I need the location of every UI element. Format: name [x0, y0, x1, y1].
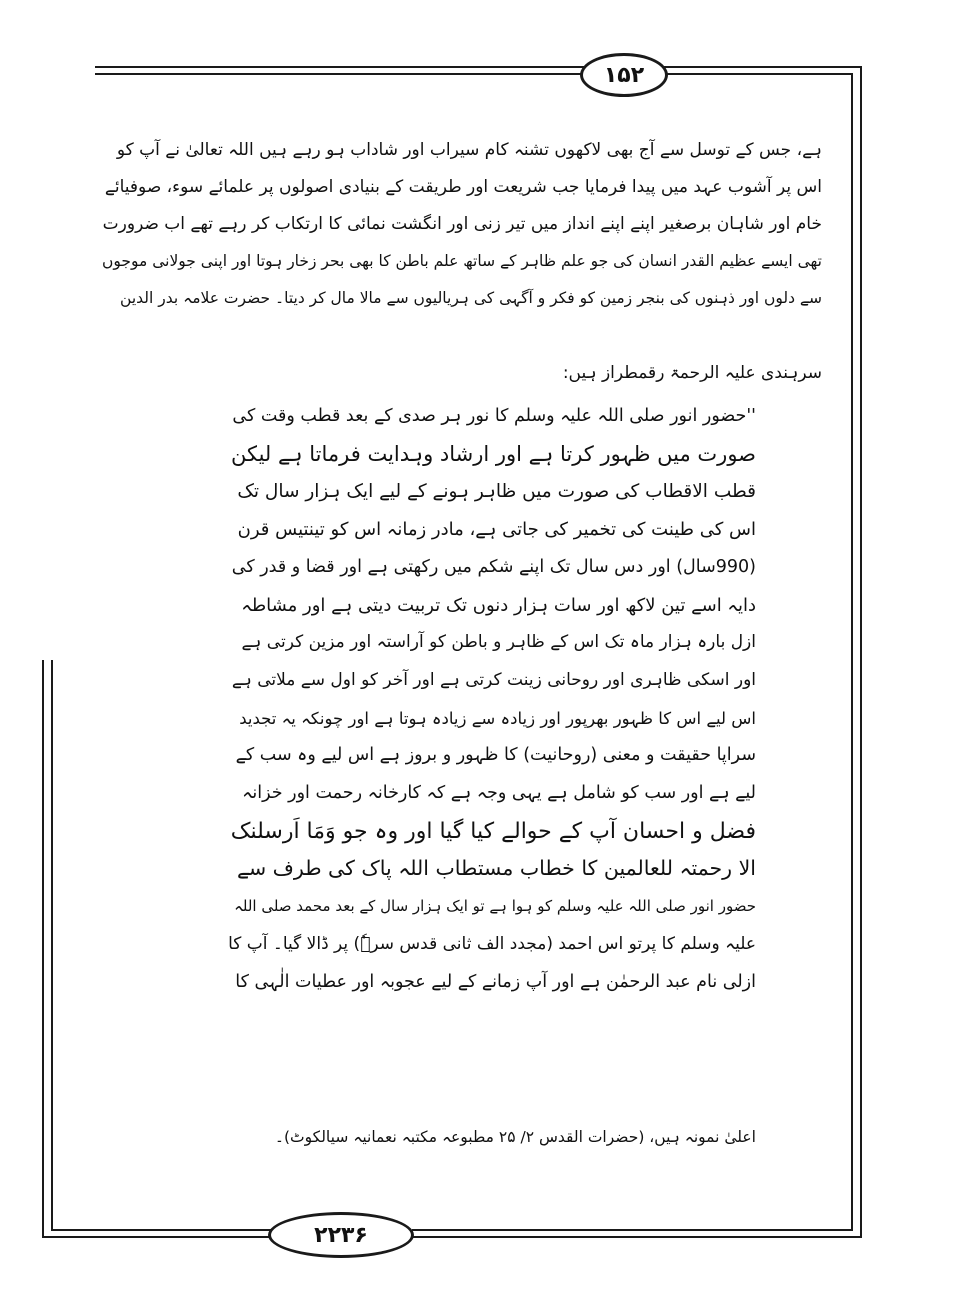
quote-line: اس لیے اس کا ظہور بھرپور اور زیادہ سے زیادہ ہوتا ہے اور چونکہ یہ تجدید	[239, 708, 756, 728]
intro-line: ہے، جس کے توسل سے آج بھی لاکھوں تشنہ کام سیراب اور شاداب ہو رہے ہیں اللہ تعالیٰ نے آپ کو	[116, 140, 822, 160]
quote-line: اس کی طینت کی تخمیر کی جاتی ہے، مادر زمانہ اس کو تینتیس قرن	[237, 519, 756, 541]
quote-line: قطب الاقطاب کی صورت میں ظاہر ہونے کے لیے ایک ہزار سال تک	[237, 481, 756, 503]
frame-top-right-line-inner	[662, 73, 852, 75]
bottom-page-number: ۲۲۳۶	[268, 1212, 414, 1258]
intro-line: خام اور شاہان برصغیر اپنے اپنے انداز میں تیر زنی اور انگشت نمائی کا ارتکاب کر رہے تھے اب ضرورت	[102, 214, 822, 234]
quote-line: الا رحمتہ للعالمین کا خطاب مستطاب اللہ پاک کی طرف سے	[236, 856, 756, 881]
frame-bottom-line-inner-right	[412, 1229, 853, 1231]
quote-line: دایہ اسے تین لاکھ اور سات ہزار دنوں تک تربیت دیتی ہے اور مشاطہ	[241, 594, 756, 616]
quote-line: علیہ وسلم کا پرتو اس احمد (مجدد الف ثانی قدس سرہٗ) پر ڈالا گیا۔ آپ کا	[228, 933, 756, 954]
frame-bottom-line-inner-left	[51, 1229, 272, 1231]
intro-paragraph	[100, 132, 822, 317]
frame-right-line-outer	[860, 66, 862, 1238]
quote-line: ازل بارہ ہزار ماہ تک اس کے ظاہر و باطن کو آراستہ اور مزین کرتی ہے	[241, 632, 756, 653]
quote-line: حضور انور صلی اللہ علیہ وسلم کو ہوا ہے تو ایک ہزار سال کے بعد محمد صلی اللہ	[234, 897, 756, 916]
intro-line: تھی ایسے عظیم القدر انسان کی جو علم ظاہر کے ساتھ علم باطن کا بھی بحر زخار ہوتا اور اپنی جولانی موجوں	[102, 252, 822, 270]
intro-tail-line	[560, 358, 822, 388]
frame-top-line-outer	[95, 66, 590, 68]
block-quote	[228, 398, 756, 1001]
quote-line: فضل و احسان آپ کے حوالے کیا گیا اور وہ جو وَمَا اَرسلنک	[230, 818, 756, 844]
quote-line: سراپا حقیقت و معنی (روحانیت) کا ظہور و بروز ہے اس لیے وہ سب کے	[235, 745, 756, 766]
quote-line: لیے ہے اور سب کو شامل ہے یہی وجہ ہے کہ کارخانہ رحمت اور خزانہ	[242, 783, 756, 804]
quote-line: (990سال) اور دس سال تک اپنے شکم میں رکھتی ہے اور قضا و قدر کی	[231, 556, 756, 577]
intro-line: اس پر آشوب عہد میں پیدا فرمایا جب شریعت اور طریقت کے بنیادی اصولوں پر علمائے سوء، صوفیائے	[104, 177, 822, 197]
intro-tail-text: سرہندی علیہ الرحمۃ رقمطراز ہیں:	[562, 363, 822, 383]
frame-bottom-line-outer-right	[412, 1236, 862, 1238]
frame-left-line-inner	[51, 660, 53, 1230]
frame-right-line-inner	[851, 73, 853, 1230]
frame-top-line-inner	[95, 73, 590, 75]
quote-line: صورت میں ظہور کرتا ہے اور ارشاد وہدایت فرماتا ہے لیکن	[230, 441, 756, 466]
intro-line: سے دلوں اور ذہنوں کی بنجر زمین کو فکر و آگہی کی ہریالیوں سے مالا مال کر دیتا۔ حضرت علامہ بدر الدین	[120, 289, 822, 307]
frame-left-line-outer	[42, 660, 44, 1238]
frame-top-right-line-outer	[662, 66, 862, 68]
quote-line: اور اسکی ظاہری اور روحانی زینت کرتی ہے اور آخر کو اول سے ملاتی ہے	[231, 669, 756, 690]
top-page-number: ۱۵۲	[580, 53, 668, 97]
frame-bottom-line-outer-left	[42, 1236, 272, 1238]
citation-text: اعلیٰ نمونہ ہیں، (حضرات القدس ۲/ ۲۵ مطبوعہ مکتبہ نعمانیہ سیالکوٹ)۔	[274, 1128, 756, 1146]
quote-line: ''حضور انور صلی اللہ علیہ وسلم کا نور ہر صدی کے بعد قطب وقت کی	[232, 406, 756, 426]
citation	[260, 1123, 756, 1151]
quote-line: ازلی نام عبد الرحمٰن ہے اور آپ زمانے کے لیے عجوبہ اور عطیات الٰہی کا	[235, 971, 756, 992]
